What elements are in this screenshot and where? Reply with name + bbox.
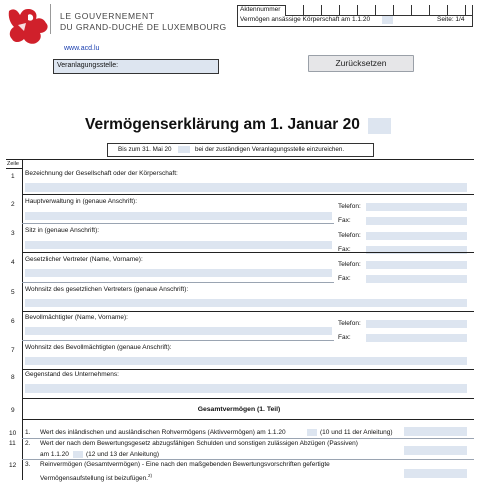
legal-representative-fax-field[interactable]	[366, 275, 467, 283]
column-header-rule	[6, 168, 23, 169]
row-divider	[22, 369, 474, 370]
gross-assets-label: Wert des inländischen und ausländischen Rohvermögens (Aktivvermögen) am 1.1.20	[40, 429, 286, 436]
org-name-line1: LE GOUVERNEMENT	[60, 11, 155, 21]
gross-assets-year-field[interactable]	[307, 429, 317, 436]
page-indicator: Seite: 1/4	[437, 16, 465, 23]
phone-label: Telefon:	[338, 203, 361, 210]
title-year-field[interactable]	[368, 118, 391, 134]
deductible-debts-label: Wert der nach dem Bewertungsgesetz abzugsfähigen Schulden und sonstigen zulässigen Abzügen (Passiven)	[40, 440, 358, 447]
phone-label: Telefon:	[338, 261, 361, 268]
phone-label: Telefon:	[338, 232, 361, 239]
row-divider	[22, 340, 334, 341]
fax-label: Fax:	[338, 246, 351, 253]
row-divider	[22, 398, 474, 399]
agent-address-label: Wohnsitz des Bevollmächtigten (genaue Anschrift):	[25, 344, 172, 351]
line-number: 4	[11, 259, 15, 266]
company-name-field[interactable]	[25, 183, 467, 192]
headquarters-fax-field[interactable]	[366, 217, 467, 225]
resident-year-field[interactable]	[382, 16, 393, 24]
item-index: 3.	[25, 461, 31, 468]
registered-office-label: Sitz in (genaue Anschrift):	[25, 227, 100, 234]
office-field[interactable]	[53, 59, 219, 74]
net-assets-note	[40, 472, 152, 483]
item-index: 1.	[25, 429, 31, 436]
notice-suffix: bei der zuständigen Veranlagungsstelle einzureichen.	[195, 146, 345, 153]
line-number: 3	[11, 230, 15, 237]
line-number: 12	[9, 462, 17, 469]
row-divider	[22, 223, 334, 224]
column-header-line: Zeile	[7, 161, 19, 167]
net-assets-label: Reinvermögen (Gesamtvermögen) - Eine nach den maßgebenden Bewertungsvorschriften gefertigte	[40, 461, 330, 468]
row-divider	[22, 311, 474, 312]
deductible-debts-year-field[interactable]	[73, 451, 83, 458]
gross-assets-value-field[interactable]	[404, 427, 467, 436]
row-divider	[22, 438, 474, 439]
phone-label: Telefon:	[338, 320, 361, 327]
submission-notice	[107, 143, 374, 157]
line-number: 1	[11, 173, 15, 180]
lion-crest-icon	[6, 3, 52, 47]
line-number: 9	[11, 407, 15, 414]
reset-button-label: Zurücksetzen	[335, 58, 387, 68]
row-divider	[22, 419, 474, 420]
website-link[interactable]: www.acd.lu	[64, 45, 100, 52]
line-number: 10	[9, 430, 17, 437]
net-assets-value-field[interactable]	[404, 469, 467, 478]
line-number: 11	[9, 440, 16, 447]
representative-address-field[interactable]	[25, 299, 467, 307]
section-heading: Gesamtvermögen (1. Teil)	[197, 406, 281, 413]
headquarters-phone-field[interactable]	[366, 203, 467, 211]
item-index: 2.	[25, 440, 31, 447]
notice-year-field[interactable]	[178, 146, 190, 153]
authorized-agent-field[interactable]	[25, 327, 332, 335]
row-divider	[22, 252, 474, 253]
gross-assets-ref: (10 und 11 der Anleitung)	[320, 429, 393, 436]
headquarters-label: Hauptverwaltung in (genaue Anschrift):	[25, 198, 138, 205]
resident-label: Vermögen ansässige Körperschaft am 1.1.20	[240, 16, 371, 23]
headquarters-field[interactable]	[25, 212, 332, 220]
file-number-cells[interactable]	[285, 5, 472, 16]
line-number: 2	[11, 201, 15, 208]
authorized-agent-label: Bevollmächtigter (Name, Vorname):	[25, 314, 128, 321]
header-divider	[50, 4, 51, 34]
representative-address-label: Wohnsitz des gesetzlichen Vertreters (genaue Anschrift):	[25, 286, 189, 293]
line-number-column-rule	[22, 159, 23, 480]
org-name-line2: DU GRAND-DUCHÉ DE LUXEMBOURG	[60, 22, 227, 32]
legal-representative-phone-field[interactable]	[366, 261, 467, 269]
notice-prefix: Bis zum 31. Mai 20	[118, 146, 172, 153]
deductible-debts-date-label: am 1.1.20	[40, 451, 69, 458]
line-number: 8	[11, 374, 15, 381]
registered-office-phone-field[interactable]	[366, 232, 467, 240]
legal-representative-label: Gesetzlicher Vertreter (Name, Vorname):	[25, 256, 143, 263]
registered-office-field[interactable]	[25, 241, 332, 249]
row-divider	[22, 282, 334, 283]
fax-label: Fax:	[338, 275, 351, 282]
deductible-debts-value-field[interactable]	[404, 446, 467, 455]
office-label: Veranlagungsstelle:	[57, 62, 119, 69]
authorized-agent-fax-field[interactable]	[366, 334, 467, 342]
fax-label: Fax:	[338, 334, 351, 341]
line-number: 7	[11, 347, 15, 354]
row-divider	[22, 194, 474, 195]
row-divider	[22, 459, 474, 460]
business-purpose-field[interactable]	[25, 384, 467, 393]
authorized-agent-phone-field[interactable]	[366, 320, 467, 328]
net-assets-note-text: Vermögensaufstellung ist beizufügen.	[40, 475, 149, 483]
fax-label: Fax:	[338, 217, 351, 224]
company-name-label: Bezeichnung der Gesellschaft oder der Körperschaft:	[25, 170, 178, 177]
form-table-top-rule	[6, 159, 474, 160]
line-number: 5	[11, 289, 15, 296]
business-purpose-label: Gegenstand des Unternehmens:	[25, 371, 119, 378]
page-title: Vermögenserklärung am 1. Januar 20	[85, 116, 360, 133]
reset-button[interactable]	[308, 55, 414, 72]
file-number-label: Aktennummer	[240, 6, 281, 13]
deductible-debts-ref: (12 und 13 der Anleitung)	[86, 451, 159, 458]
footnote-marker: 2)	[148, 473, 153, 478]
agent-address-field[interactable]	[25, 357, 467, 365]
legal-representative-field[interactable]	[25, 269, 332, 277]
line-number: 6	[11, 318, 15, 325]
